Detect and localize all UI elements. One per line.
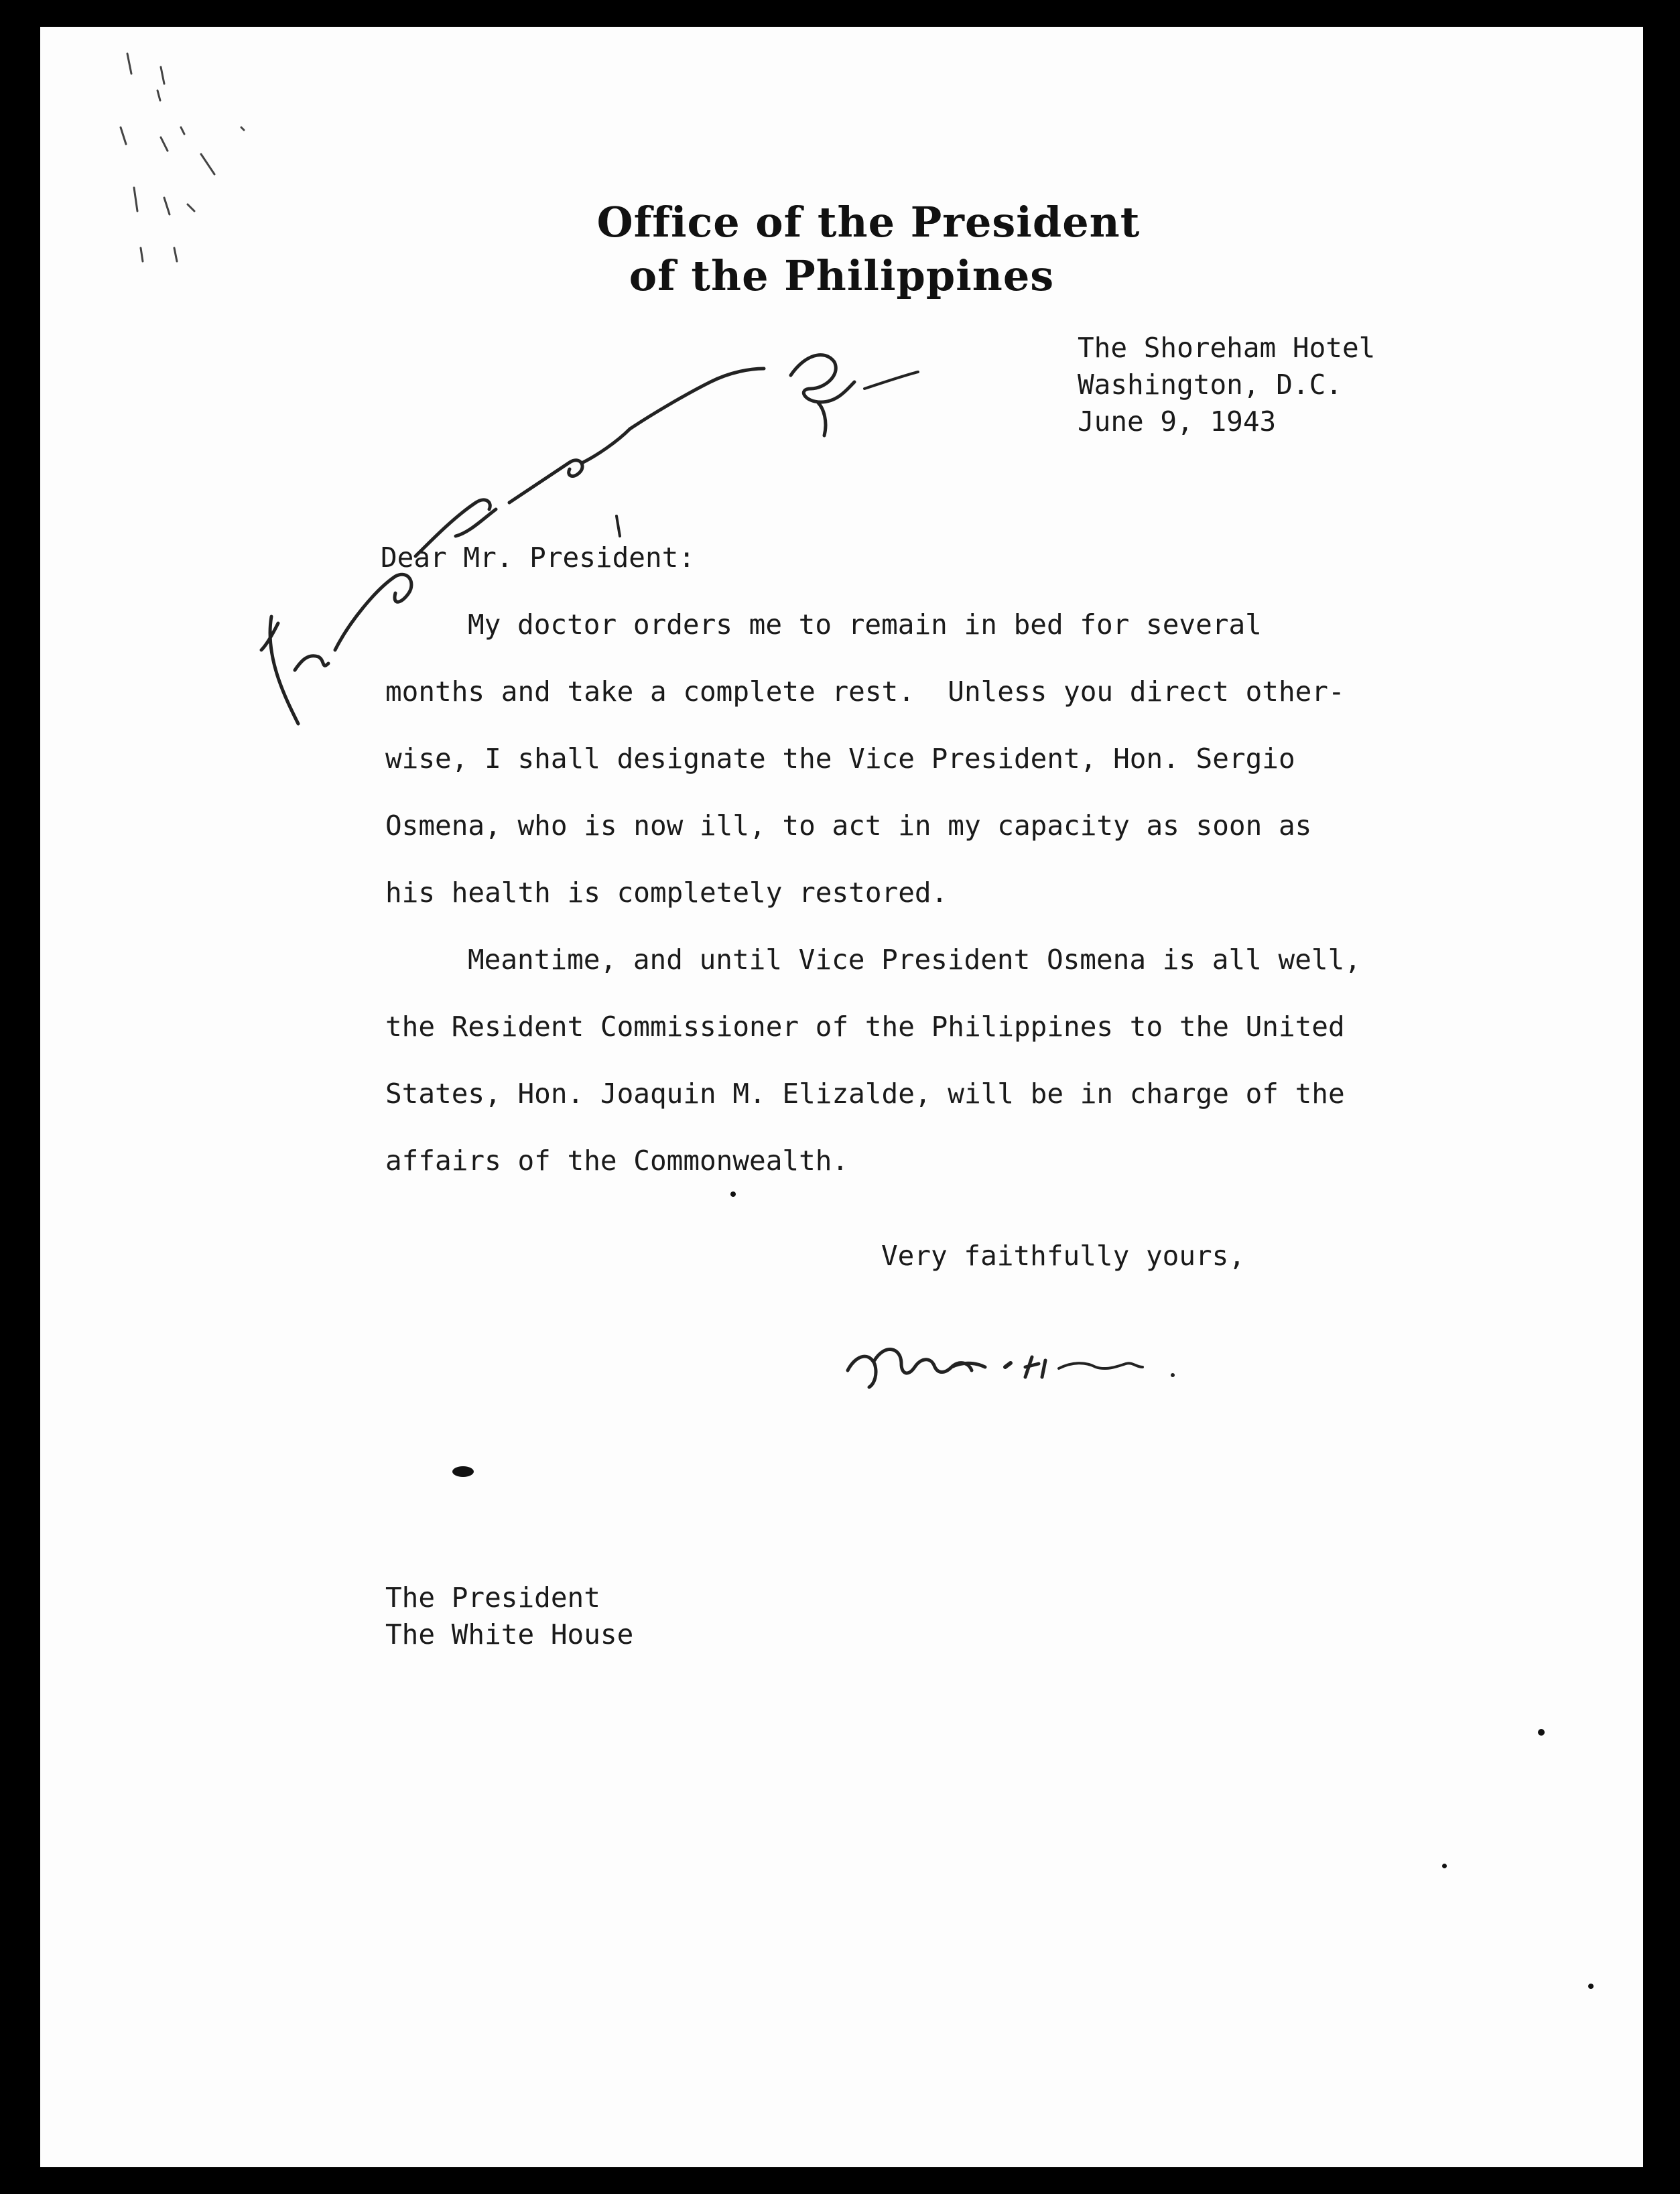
body-line: the Resident Commissioner of the Philippines to the United [385, 1011, 1345, 1043]
body-line: Osmena, who is now ill, to act in my capacity as soon as [385, 810, 1312, 842]
body-line: My doctor orders me to remain in bed for several [468, 608, 1262, 641]
address-line-1: The Shoreham Hotel [1078, 332, 1376, 364]
letterhead-line-1: Office of the President [596, 198, 1141, 247]
closing: Very faithfully yours, [881, 1240, 1246, 1272]
ink-speck [1442, 1864, 1447, 1868]
salutation: Dear Mr. President: [381, 541, 695, 574]
body-line: States, Hon. Joaquin M. Elizalde, will be in charge of the [385, 1078, 1345, 1110]
letter-page [40, 27, 1643, 2167]
recipient-line-2: The White House [385, 1618, 634, 1651]
recipient-line-1: The President [385, 1582, 600, 1614]
letterhead-line-2: of the Philippines [629, 251, 1055, 300]
ink-speck [1538, 1729, 1545, 1736]
body-line: months and take a complete rest. Unless you direct other- [385, 675, 1345, 708]
letter-date: June 9, 1943 [1078, 405, 1277, 438]
ink-speck [1588, 1984, 1594, 1989]
ink-blot [452, 1466, 474, 1477]
body-line: Meantime, and until Vice President Osmena is all well, [468, 944, 1361, 976]
signature-scribble [40, 27, 1643, 2167]
ink-speck [730, 1191, 736, 1197]
body-line: his health is completely restored. [385, 877, 948, 909]
body-line: wise, I shall designate the Vice President, Hon. Sergio [385, 743, 1295, 775]
address-line-2: Washington, D.C. [1078, 369, 1342, 401]
body-line: affairs of the Commonwealth. [385, 1145, 849, 1177]
